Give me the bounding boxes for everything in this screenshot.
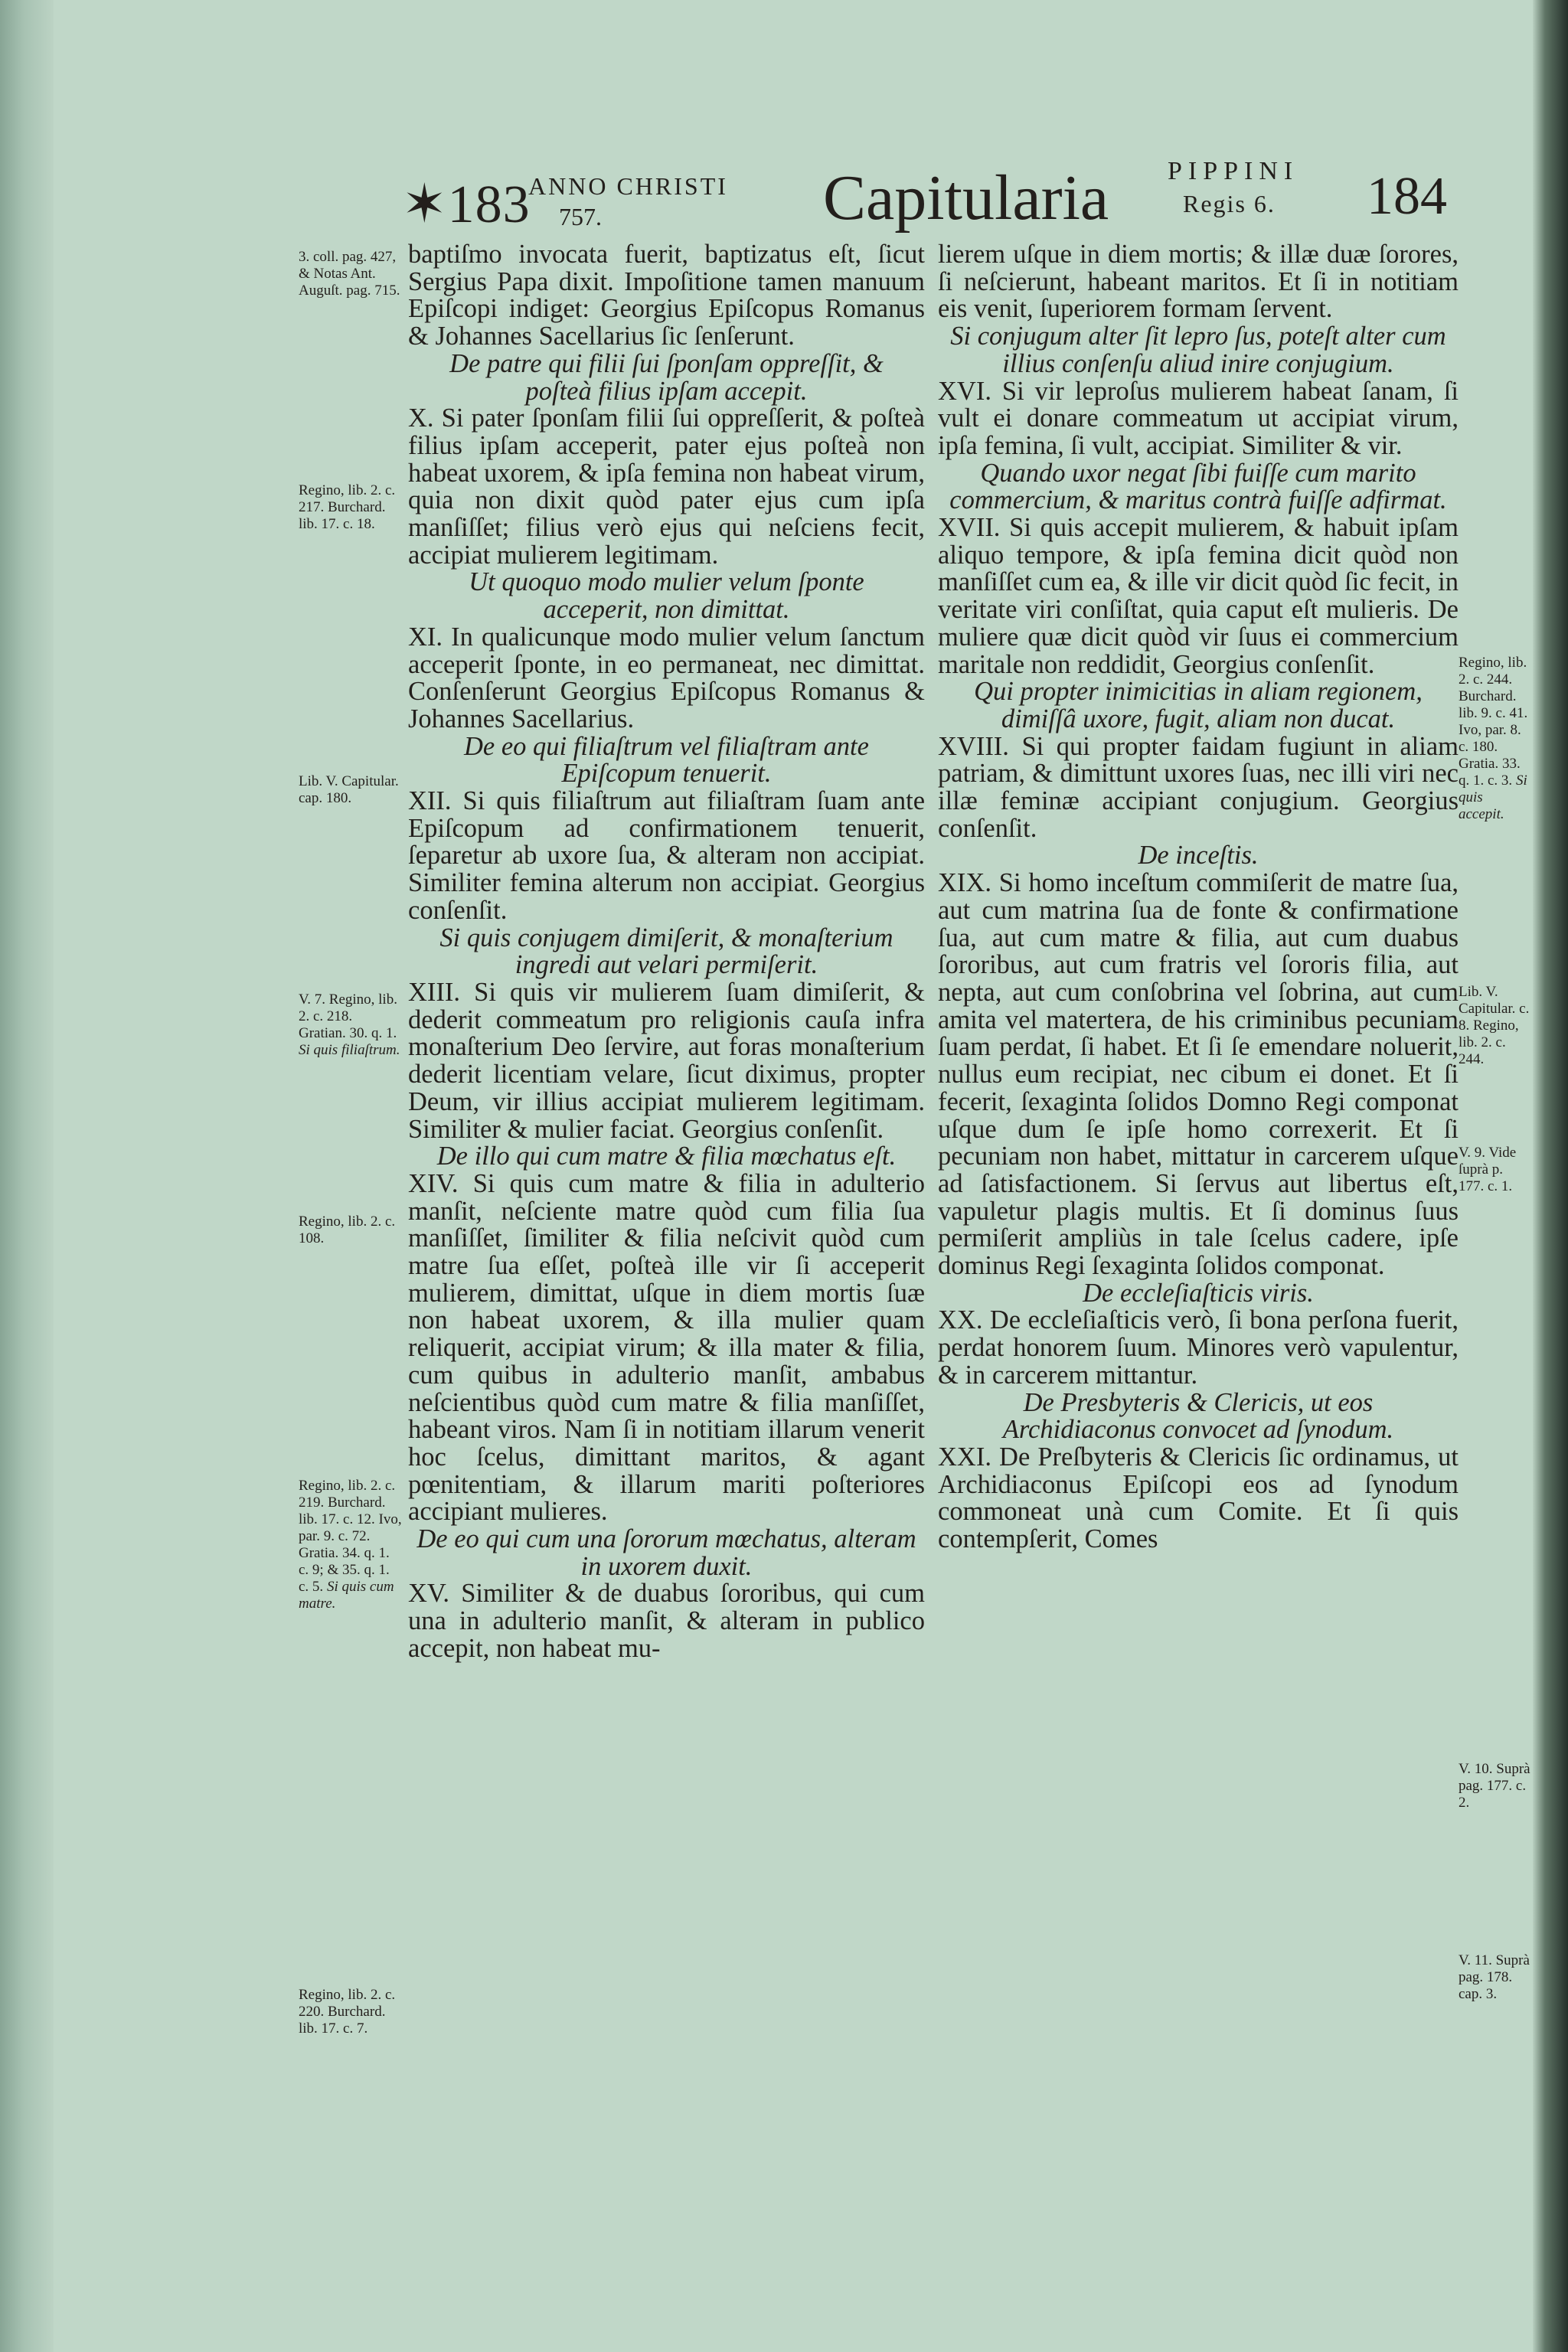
- paragraph: baptiſmo invocata fuerit, baptizatus eſt, ſicut Sergius Papa dixit. Impoſitione tamen manuum Epiſcopi indiget: Georgius Epiſcopus Romanus & Johannes Sacellarius ſic ſenſerunt.: [408, 240, 925, 351]
- rubric: De Presbyteris & Clericis, ut eos Archidiaconus convocet ad ſynodum.: [1002, 1387, 1394, 1445]
- margin-note: V. 9. Vide ſuprà p. 177. c. 1.: [1459, 1145, 1517, 1194]
- rubric: De inceſtis.: [1138, 841, 1259, 871]
- rubric: Qui propter inimicitias in aliam regionem, dimiſſâ uxore, fugit, aliam non ducat.: [974, 677, 1423, 733]
- rubric: Ut quoquo modo mulier velum ſponte acceperit, non dimittat.: [469, 567, 864, 625]
- paragraph: XV. Similiter & de duabus ſororibus, qui cum una in adulterio manſit, & alteram in publico accepit, non habeat mu-: [408, 1579, 925, 1663]
- margin-note: Lib. V. Capitular. cap. 180.: [299, 773, 399, 806]
- rubric: De eo qui filiaſtrum vel filiaſtram ante Epiſcopum tenuerit.: [464, 731, 869, 789]
- left-column: [408, 241, 925, 1663]
- margin-note: V. 11. Suprà pag. 178. cap. 3.: [1459, 1952, 1530, 2002]
- header-year: 757.: [559, 203, 602, 230]
- paragraph: XI. In qualicunque modo mulier velum ſanctum acceperit ſponte, in eo permaneat, nec dimittat. Conſenſerunt Georgius Epiſcopus Romanus & Johannes Sacellarius.: [408, 622, 926, 733]
- margin-note: Regino, lib. 2. c. 217. Burchard. lib. 17. c. 18.: [299, 482, 396, 532]
- page-number-right: 184: [1367, 167, 1447, 226]
- rubric: De illo qui cum matre & filia mœchatus eſt.: [436, 1142, 897, 1171]
- right-column: [938, 241, 1459, 1553]
- paragraph: XVIII. Si qui propter faidam fugiunt in aliam patriam, & dimittunt uxores ſuas, nec illi viri nec illæ feminæ accipiant conjugium. Georgius conſenſit.: [938, 731, 1459, 843]
- margin-note: V. 10. Suprà pag. 177. c. 2.: [1459, 1761, 1530, 1811]
- paragraph: XII. Si quis filiaſtrum aut filiaſtram ſuam ante Epiſcopum ad confirmationem tenuerit, ſeparetur ab uxore ſua, & alteram non accipiat. Similiter femina alterum non accipiat. Georgius conſenſit.: [408, 786, 926, 925]
- page-title: Capitularia: [823, 162, 1109, 234]
- paragraph: XXI. De Preſbyteris & Clericis ſic ordinamus, ut Archidiaconus Epiſcopi eos ad ſynodum commoneat unà cum Comite. Et ſi quis contempſerit, Comes: [938, 1442, 1459, 1554]
- margin-note: Regino, lib. 2. c. 244. Burchard. lib. 9. c. 41. Ivo, par. 8. c. 180. Gratia. 33. q. 1. c. 3. Si quis accepit.: [1459, 655, 1528, 822]
- margin-note: Regino, lib. 2. c. 220. Burchard. lib. 17. c. 7.: [299, 1987, 396, 2037]
- rubric: De eccleſiaſticis viris.: [1083, 1278, 1314, 1308]
- scan-left-edge: [0, 0, 54, 2352]
- rubric: De patre qui filii ſui ſponſam oppreſſit, & poſteà filius ipſam accepit.: [449, 348, 884, 406]
- paragraph: XVII. Si quis accepit mulierem, & habuit ipſam aliquo tempore, & ipſa femina dicit quòd non manſiſſet cum ea, & ille vir dicit quòd ſic fecit, in veritate viri conſiſtat, quia caput eſt mulieris. De muliere quæ dicit quòd vir ſuus ei commercium maritale non reddidit, Georgius conſenſit.: [938, 513, 1459, 679]
- rubric: Quando uxor negat ſibi fuiſſe cum marito commercium, & maritus contrà fuiſſe adfirmat.: [949, 458, 1447, 515]
- paragraph: XIII. Si quis vir mulierem ſuam dimiſerit, & dederit commeatum pro religionis cauſa infra monaſterium Deo ſervire, aut foras monaſterium dederit licentiam velare, ſicut diximus, propter Deum, vir illius accipiat mulierem legitimam. Similiter & mulier faciat. Georgius conſenſit.: [408, 977, 926, 1144]
- margin-note: V. 7. Regino, lib. 2. c. 218. Gratian. 30. q. 1. Si quis filiaſtrum.: [299, 991, 400, 1058]
- rubric: Si quis conjugem dimiſerit, & monaſterium ingredi aut velari permiſerit.: [439, 923, 893, 980]
- paragraph: XVI. Si vir leproſus mulierem habeat ſanam, ſi vult ei donare commeatum ut accipiat virum, ipſa femina, ſi vult, accipiat. Similiter & vir.: [938, 376, 1459, 460]
- paragraph: XX. De eccleſiaſticis verò, ſi bona perſona fuerit, perdat honorem ſuum. Minores verò vapulentur, & in carcerem mittantur.: [938, 1305, 1459, 1390]
- margin-note: Regino, lib. 2. c. 108.: [299, 1214, 396, 1246]
- margin-note: Lib. V. Capitular. c. 8. Regino, lib. 2. c. 244.: [1459, 984, 1530, 1067]
- page-number-left: ✶183: [402, 175, 531, 234]
- paragraph: XIV. Si quis cum matre & filia in adulterio manſit, neſciente matre quòd cum filia ſua manſiſſet, ſimiliter & filia neſcivit quòd cum matre ſua eſſet, poſteà ille vir ſi acceperit mulierem, dimittat, uſque in diem mortis ſuæ non habeat uxorem, & illa mulier quam reliquerit, accipiat virum; & illa mater & filia, cum quibus in adulterio manſit, ambabus neſcientibus quòd cum matre & filia manſiſſet, habeant viros. Nam ſi in notitiam illarum venerit hoc ſcelus, dimittant maritos, & agant pœnitentiam, & illarum mariti poſteriores accipiant mulieres.: [408, 1168, 925, 1527]
- paragraph: lierem uſque in diem mortis; & illæ duæ ſorores, ſi neſcierunt, habeant maritos. Et ſi in notitiam eis venit, ſuperiorem formam ſervent.: [938, 240, 1459, 324]
- rubric: Si conjugum alter ſit lepro ſus, poteſt alter cum illius conſenſu aliud inire conjugium.: [950, 322, 1446, 378]
- header-pippini: PIPPINI: [1168, 157, 1299, 185]
- rubric: De eo qui cum una ſororum mœchatus, alteram in uxorem duxit.: [416, 1524, 916, 1581]
- paragraph: X. Si pater ſponſam filii ſui oppreſſerit, & poſteà filius ipſam acceperit, pater ejus poſteà non habeat uxorem, & ipſa femina non habeat virum, quia non dixit quòd pater ejus cum ipſa manſiſſet; filius verò ejus qui neſciens fecit, accipiat mulierem legitimam.: [408, 403, 925, 570]
- paragraph: XIX. Si homo inceſtum commiſerit de matre ſua, aut cum matrina ſua de fonte & confirmatione ſua, aut cum matre & filia, aut cum duabus ſororibus, aut cum fratris vel ſororis filia, aut nepta, aut cum conſobrina vel ſobrina, aut cum amita vel matertera, de his criminibus pecuniam ſuam perdat, ſi habet. Et ſi ſe emendare noluerit, nullus eum recipiat, nec cibum ei donet. Et ſi fecerit, ſexaginta ſolidos Domno Regi componat uſque dum ſe ipſe homo correxerit. Et ſi pecuniam non habet, mittatur in carcerem uſque ad ſatisfactionem. Si ſervus aut libertus eſt, vapuletur plagis multis. Et ſi dominus ſuus permiſerit ampliùs in tale ſcelus cadere, ipſe dominus Regi ſexaginta ſolidos componat.: [938, 868, 1459, 1281]
- header-anno: ANNO CHRISTI: [528, 172, 728, 200]
- margin-note: Regino, lib. 2. c. 219. Burchard. lib. 17. c. 12. Ivo, par. 9. c. 72. Gratia. 34. q. 1. c. 9; & 35. q. 1. c. 5. Si quis cum matre.: [299, 1478, 402, 1612]
- header-regis: Regis 6.: [1183, 190, 1276, 217]
- scan-right-edge: [1533, 0, 1568, 2352]
- margin-note: 3. coll. pag. 427, & Notas Ant. Auguſt. pag. 715.: [299, 249, 400, 299]
